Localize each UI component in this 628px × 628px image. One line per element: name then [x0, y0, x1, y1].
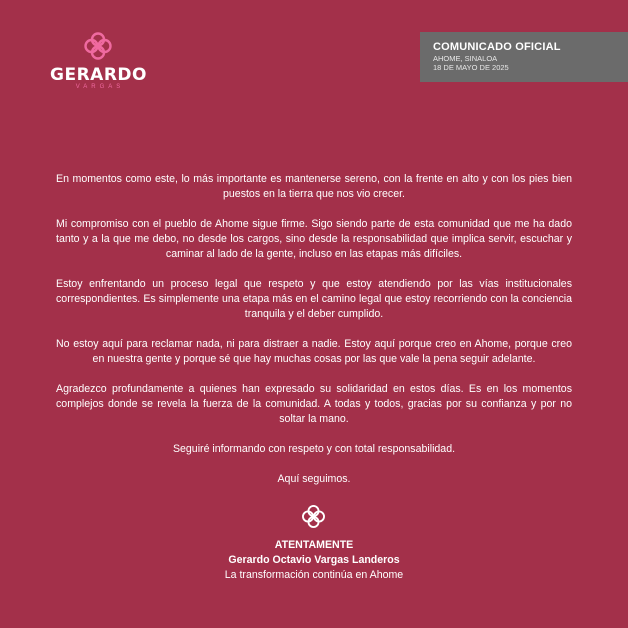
- signature-block: [0, 538, 628, 583]
- paragraph: Aquí seguimos.: [277, 473, 351, 485]
- logo-emblem-icon: [82, 30, 114, 62]
- paragraph: En momentos como este, lo más importante es mantenerse sereno, con la frente en alto y con los pies bien puestos en la tierra que nos vio crecer.: [56, 173, 572, 200]
- banner-location: AHOME, SINALOA: [433, 54, 498, 63]
- banner-title: COMUNICADO OFICIAL: [433, 41, 561, 53]
- paragraph: No estoy aquí para reclamar nada, ni para distraer a nadie. Estoy aquí porque creo en Ahome, porque creo en nuestra gente y porque sé que hay muchas cosas por las que vale la pena seguir adelante.: [56, 338, 572, 365]
- signature-slogan: La transformación continúa en Ahome: [224, 569, 404, 581]
- paragraph: Mi compromiso con el pueblo de Ahome sigue firme. Sigo siendo parte de esta comunidad que me ha dado tanto y a la que me debo, no desde los cargos, sino desde la responsabilidad que implica servir, escuchar y caminar al lado de la gente, incluso en las etapas más difíciles.: [56, 218, 572, 260]
- logo: [50, 30, 146, 91]
- logo-subname: VARGAS: [75, 84, 125, 90]
- paragraph: Agradezco profundamente a quienes han expresado su solidaridad en estos días. Es en los momentos complejos donde se revela la fuerza de la comunidad. A todas y todos, gracias por su confianza y por no soltar la mano.: [56, 383, 572, 425]
- signature-name: Gerardo Octavio Vargas Landeros: [228, 554, 400, 566]
- signature-emblem-icon: [300, 503, 327, 530]
- banner-date: 18 DE MAYO DE 2025: [433, 63, 509, 72]
- logo-name: GERARDO: [50, 65, 147, 85]
- paragraph: Estoy enfrentando un proceso legal que respeto y que estoy atendiendo por las vías institucionales correspondientes. Es simplemente una etapa más en el camino legal que estoy recorriendo con la conciencia tranquila y el deber cumplido.: [56, 278, 572, 320]
- signature-closing: ATENTAMENTE: [274, 539, 354, 551]
- paragraph: Seguiré informando con respeto y con total responsabilidad.: [172, 443, 456, 455]
- statement-body: [56, 172, 572, 502]
- official-statement-banner: [420, 32, 628, 82]
